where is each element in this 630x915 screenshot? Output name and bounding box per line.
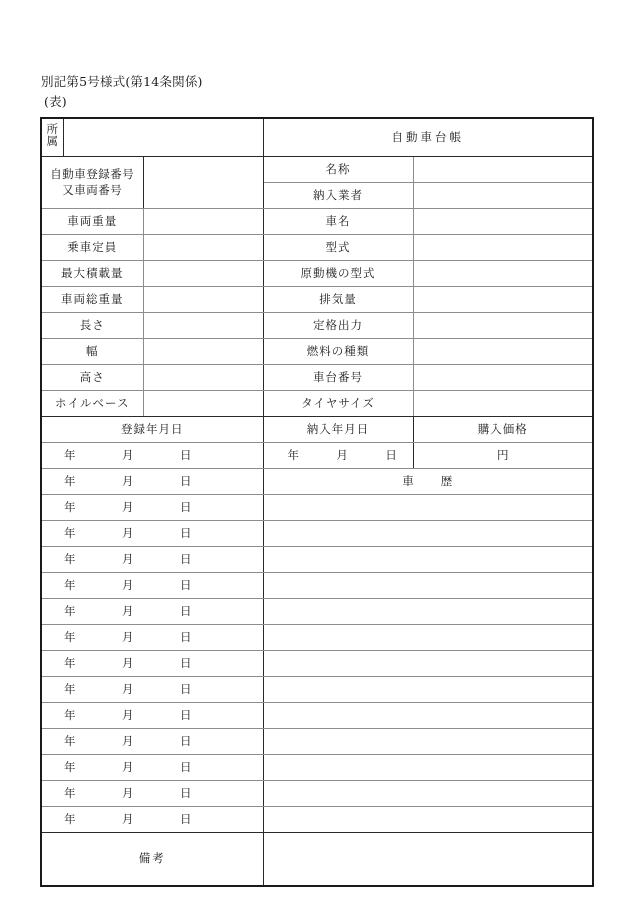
form-header (41, 72, 203, 112)
registration-date-year-mark: 年 (64, 447, 76, 462)
registration-date-month-mark: 月 (122, 447, 134, 462)
history-date-1[interactable] (41, 495, 263, 521)
spec-label-left-2: 最大積載量 (41, 261, 143, 287)
history-day-mark: 日 (180, 473, 192, 488)
spec-value-left-1[interactable] (143, 235, 263, 261)
spec-value-left-5[interactable] (143, 339, 263, 365)
history-month-mark: 月 (122, 655, 134, 670)
spec-label-right-1: 納入業者 (263, 183, 413, 209)
history-header-row (41, 469, 593, 495)
history-note-1[interactable] (263, 495, 593, 521)
history-year-mark: 年 (64, 525, 76, 540)
registration-date-header: 登録年月日 (41, 417, 263, 443)
history-day-mark: 日 (180, 681, 192, 696)
history-year-mark: 年 (64, 707, 76, 722)
history-note-5[interactable] (263, 599, 593, 625)
history-year-mark: 年 (64, 759, 76, 774)
history-year-mark: 年 (64, 629, 76, 644)
history-month-mark: 月 (122, 603, 134, 618)
spec-value-right-3[interactable] (413, 235, 593, 261)
history-row (41, 625, 593, 651)
spec-value-right-8[interactable] (413, 365, 593, 391)
spec-label-right-6: 定格出力 (263, 313, 413, 339)
purchase-price-input[interactable] (413, 443, 593, 469)
history-date-9[interactable] (41, 703, 263, 729)
history-day-mark: 日 (180, 499, 192, 514)
spec-value-right-7[interactable] (413, 339, 593, 365)
ledger-title-row (41, 118, 593, 157)
spec-value-left-6[interactable] (143, 365, 263, 391)
history-year-mark: 年 (64, 785, 76, 800)
history-note-3[interactable] (263, 547, 593, 573)
history-row (41, 781, 593, 807)
history-day-mark: 日 (180, 811, 192, 826)
affiliation-label-cell (41, 118, 63, 157)
history-month-mark: 月 (122, 473, 134, 488)
spec-label-left-6: 高さ (41, 365, 143, 391)
spec-label-right-4: 原動機の型式 (263, 261, 413, 287)
history-month-mark: 月 (122, 551, 134, 566)
registration-date-day-mark: 日 (180, 447, 192, 462)
spec-row-0 (41, 209, 593, 235)
history-day-mark: 日 (180, 759, 192, 774)
spec-label-left-1: 乗車定員 (41, 235, 143, 261)
spec-label-left-7: ホイルベース (41, 391, 143, 417)
history-row (41, 521, 593, 547)
delivery-date-year-mark: 年 (287, 447, 299, 462)
history-section-title (263, 469, 593, 495)
history-day-mark: 日 (180, 707, 192, 722)
currency-unit: 円 (497, 447, 509, 462)
spec-value-left-4[interactable] (143, 313, 263, 339)
history-year-mark: 年 (64, 733, 76, 748)
history-year-mark: 年 (64, 681, 76, 696)
form-number: 別記第5号様式(第14条関係) (41, 74, 203, 89)
spec-value-right-6[interactable] (413, 313, 593, 339)
history-month-mark: 月 (122, 707, 134, 722)
history-note-13[interactable] (263, 807, 593, 833)
spec-label-right-7: 燃料の種類 (263, 339, 413, 365)
history-month-mark: 月 (122, 629, 134, 644)
spec-label-left-3: 車両総重量 (41, 287, 143, 313)
history-row (41, 703, 593, 729)
history-note-10[interactable] (263, 729, 593, 755)
history-month-mark: 月 (122, 733, 134, 748)
spec-value-left-3[interactable] (143, 287, 263, 313)
spec-label-left-0: 車両重量 (41, 209, 143, 235)
delivery-date-header: 納入年月日 (263, 417, 413, 443)
history-date-5[interactable] (41, 599, 263, 625)
history-note-7[interactable] (263, 651, 593, 677)
spec-value-left-0[interactable] (143, 209, 263, 235)
history-year-mark: 年 (64, 473, 76, 488)
history-row (41, 547, 593, 573)
history-year-mark: 年 (64, 655, 76, 670)
history-day-mark: 日 (180, 733, 192, 748)
history-row (41, 677, 593, 703)
registration-number-label-line1: 自動車登録番号 (50, 166, 135, 181)
history-note-11[interactable] (263, 755, 593, 781)
history-day-mark: 日 (180, 551, 192, 566)
history-note-8[interactable] (263, 677, 593, 703)
history-row (41, 573, 593, 599)
history-year-mark: 年 (64, 577, 76, 592)
history-year-mark: 年 (64, 811, 76, 826)
affiliation-label: 所属 (45, 123, 60, 148)
ledger-title: 自動車台帳 (263, 118, 593, 157)
history-day-mark: 日 (180, 785, 192, 800)
registration-number-label (41, 157, 143, 209)
spec-label-right-2: 車名 (263, 209, 413, 235)
spec-row-2 (41, 261, 593, 287)
spec-label-right-5: 排気量 (263, 287, 413, 313)
history-date-12[interactable] (41, 781, 263, 807)
spec-value-right-2[interactable] (413, 209, 593, 235)
history-title-char2: 歴 (440, 473, 454, 488)
spec-row-6 (41, 365, 593, 391)
registration-number-value[interactable] (143, 157, 263, 209)
history-note-12[interactable] (263, 781, 593, 807)
spec-label-right-9: タイヤサイズ (263, 391, 413, 417)
history-date-11[interactable] (41, 755, 263, 781)
spec-row-4 (41, 313, 593, 339)
delivery-date-day-mark: 日 (385, 447, 397, 462)
spec-value-right-4[interactable] (413, 261, 593, 287)
spec-value-left-2[interactable] (143, 261, 263, 287)
history-date-7[interactable] (41, 651, 263, 677)
history-month-mark: 月 (122, 681, 134, 696)
history-row (41, 651, 593, 677)
history-date-0[interactable] (41, 469, 263, 495)
history-row (41, 495, 593, 521)
spec-label-left-4: 長さ (41, 313, 143, 339)
spec-row-3 (41, 287, 593, 313)
affiliation-value-cell[interactable] (63, 118, 263, 157)
vehicle-ledger-table (40, 117, 594, 887)
spec-value-left-7[interactable] (143, 391, 263, 417)
delivery-date-month-mark: 月 (336, 447, 348, 462)
history-note-9[interactable] (263, 703, 593, 729)
history-month-mark: 月 (122, 811, 134, 826)
history-row (41, 729, 593, 755)
history-title-char1: 車 (402, 473, 415, 488)
date-entry-row (41, 443, 593, 469)
spec-label-right-3: 型式 (263, 235, 413, 261)
history-day-mark: 日 (180, 525, 192, 540)
spec-row-7 (41, 391, 593, 417)
remarks-label: 備考 (41, 833, 263, 887)
history-note-4[interactable] (263, 573, 593, 599)
history-note-2[interactable] (263, 521, 593, 547)
history-month-mark: 月 (122, 785, 134, 800)
history-date-10[interactable] (41, 729, 263, 755)
purchase-price-header: 購入価格 (413, 417, 593, 443)
delivery-date-input[interactable] (263, 443, 413, 469)
spec-label-left-5: 幅 (41, 339, 143, 365)
history-row (41, 599, 593, 625)
registration-date-input[interactable] (41, 443, 263, 469)
spec-label-right-0: 名称 (263, 157, 413, 183)
history-date-2[interactable] (41, 521, 263, 547)
history-month-mark: 月 (122, 525, 134, 540)
history-date-3[interactable] (41, 547, 263, 573)
history-date-4[interactable] (41, 573, 263, 599)
spec-row-5 (41, 339, 593, 365)
history-date-13[interactable] (41, 807, 263, 833)
spec-value-right-0[interactable] (413, 157, 593, 183)
spec-value-right-1[interactable] (413, 183, 593, 209)
spec-label-right-8: 車台番号 (263, 365, 413, 391)
history-day-mark: 日 (180, 577, 192, 592)
remarks-row (41, 833, 593, 887)
registration-number-label-line2: 又車両番号 (62, 182, 123, 197)
remarks-value[interactable] (263, 833, 593, 887)
history-month-mark: 月 (122, 759, 134, 774)
history-month-mark: 月 (122, 577, 134, 592)
history-day-mark: 日 (180, 655, 192, 670)
spec-value-right-5[interactable] (413, 287, 593, 313)
history-row (41, 807, 593, 833)
form-side-label: (表) (44, 94, 67, 109)
history-year-mark: 年 (64, 499, 76, 514)
registration-number-row (41, 157, 593, 183)
history-year-mark: 年 (64, 551, 76, 566)
history-day-mark: 日 (180, 603, 192, 618)
history-month-mark: 月 (122, 499, 134, 514)
date-header-row (41, 417, 593, 443)
history-note-6[interactable] (263, 625, 593, 651)
history-year-mark: 年 (64, 603, 76, 618)
history-row (41, 755, 593, 781)
spec-row-1 (41, 235, 593, 261)
history-date-8[interactable] (41, 677, 263, 703)
history-day-mark: 日 (180, 629, 192, 644)
history-date-6[interactable] (41, 625, 263, 651)
spec-value-right-9[interactable] (413, 391, 593, 417)
